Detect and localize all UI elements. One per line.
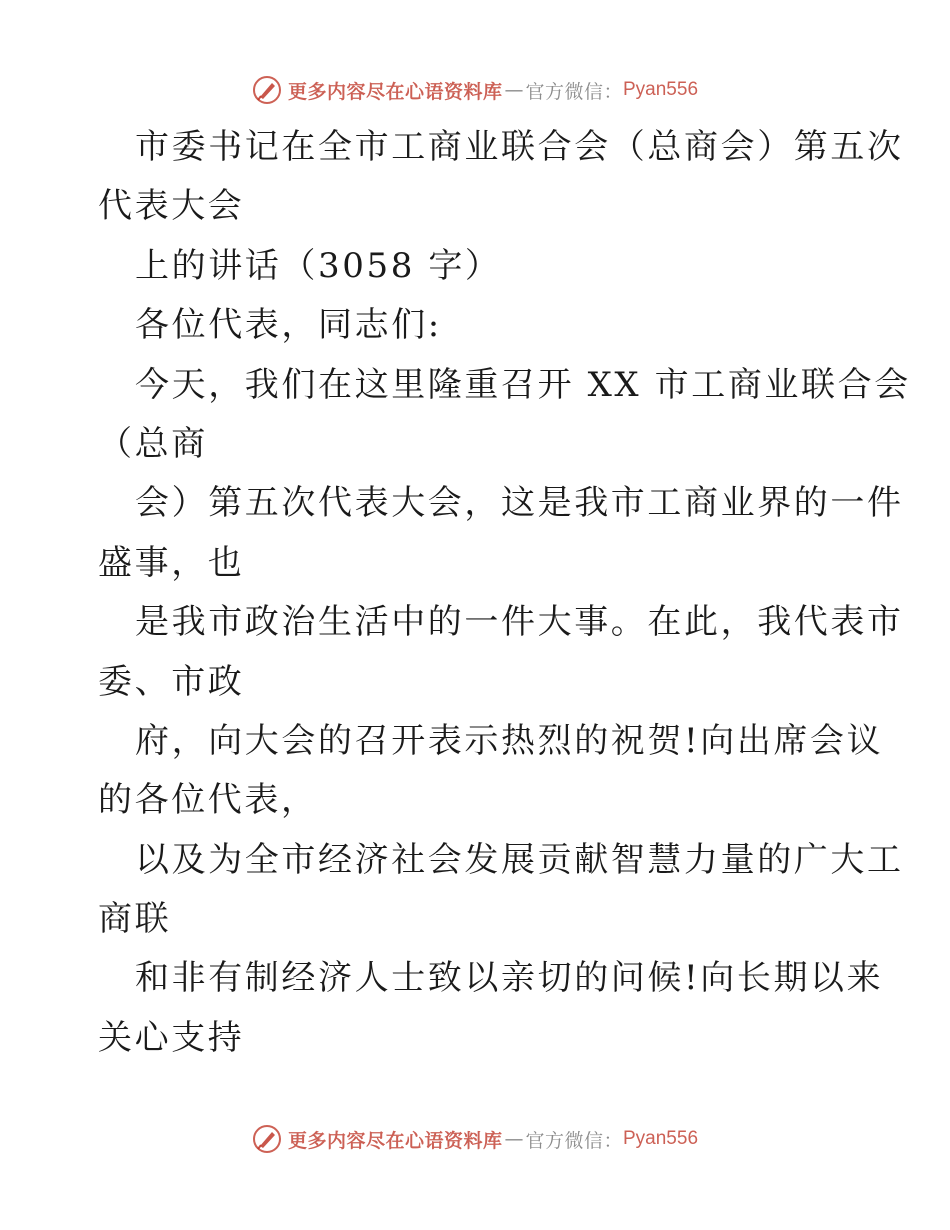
document-line: 会）第五次代表大会，这是我市工商业界的一件	[135, 483, 904, 524]
watermark-text: 更多内容尽在心语资料库	[287, 80, 503, 103]
document-line: 和非有制经济人士致以亲切的问候!向长期以来	[135, 958, 884, 999]
document-line: 是我市政治生活中的一件大事。在此，我代表市	[135, 602, 904, 643]
document-line: 盛事，也	[98, 542, 245, 583]
header-watermark	[0, 72, 950, 108]
document-line: 关心支持	[98, 1017, 245, 1058]
document-line: 的各位代表，	[98, 780, 318, 821]
watermark-text: 更多内容尽在心语资料库	[287, 1129, 503, 1152]
document-line: 商联	[98, 899, 172, 940]
document-line: 委、市政	[98, 661, 245, 702]
document-line: 府，向大会的召开表示热烈的祝贺!向出席会议	[135, 720, 884, 761]
document-line: 以及为全市经济社会发展贡献智慧力量的广大工	[135, 839, 904, 880]
document-line: 上的讲话（3058 字）	[135, 245, 502, 286]
document-line: 市委书记在全市工商业联合会（总商会）第五次	[135, 127, 904, 167]
watermark-separator: —	[504, 1128, 524, 1150]
document-line: 各位代表，同志们:	[135, 305, 442, 346]
feather-pen-logo-icon	[252, 1124, 282, 1154]
document-line: 今天，我们在这里隆重召开 XX 市工商业联合会	[135, 364, 911, 405]
watermark-wechat-label: 官方微信：	[525, 80, 623, 103]
document-line: 代表大会	[98, 186, 245, 227]
watermark-wechat-id: Pyan556	[623, 79, 699, 100]
footer-watermark	[0, 1121, 950, 1157]
document-body	[98, 118, 911, 1068]
watermark-separator: —	[504, 79, 524, 101]
feather-pen-logo-icon	[252, 75, 282, 105]
watermark-wechat-id: Pyan556	[623, 1128, 699, 1149]
document-line: （总商	[98, 423, 208, 464]
watermark-wechat-label: 官方微信：	[525, 1129, 623, 1152]
